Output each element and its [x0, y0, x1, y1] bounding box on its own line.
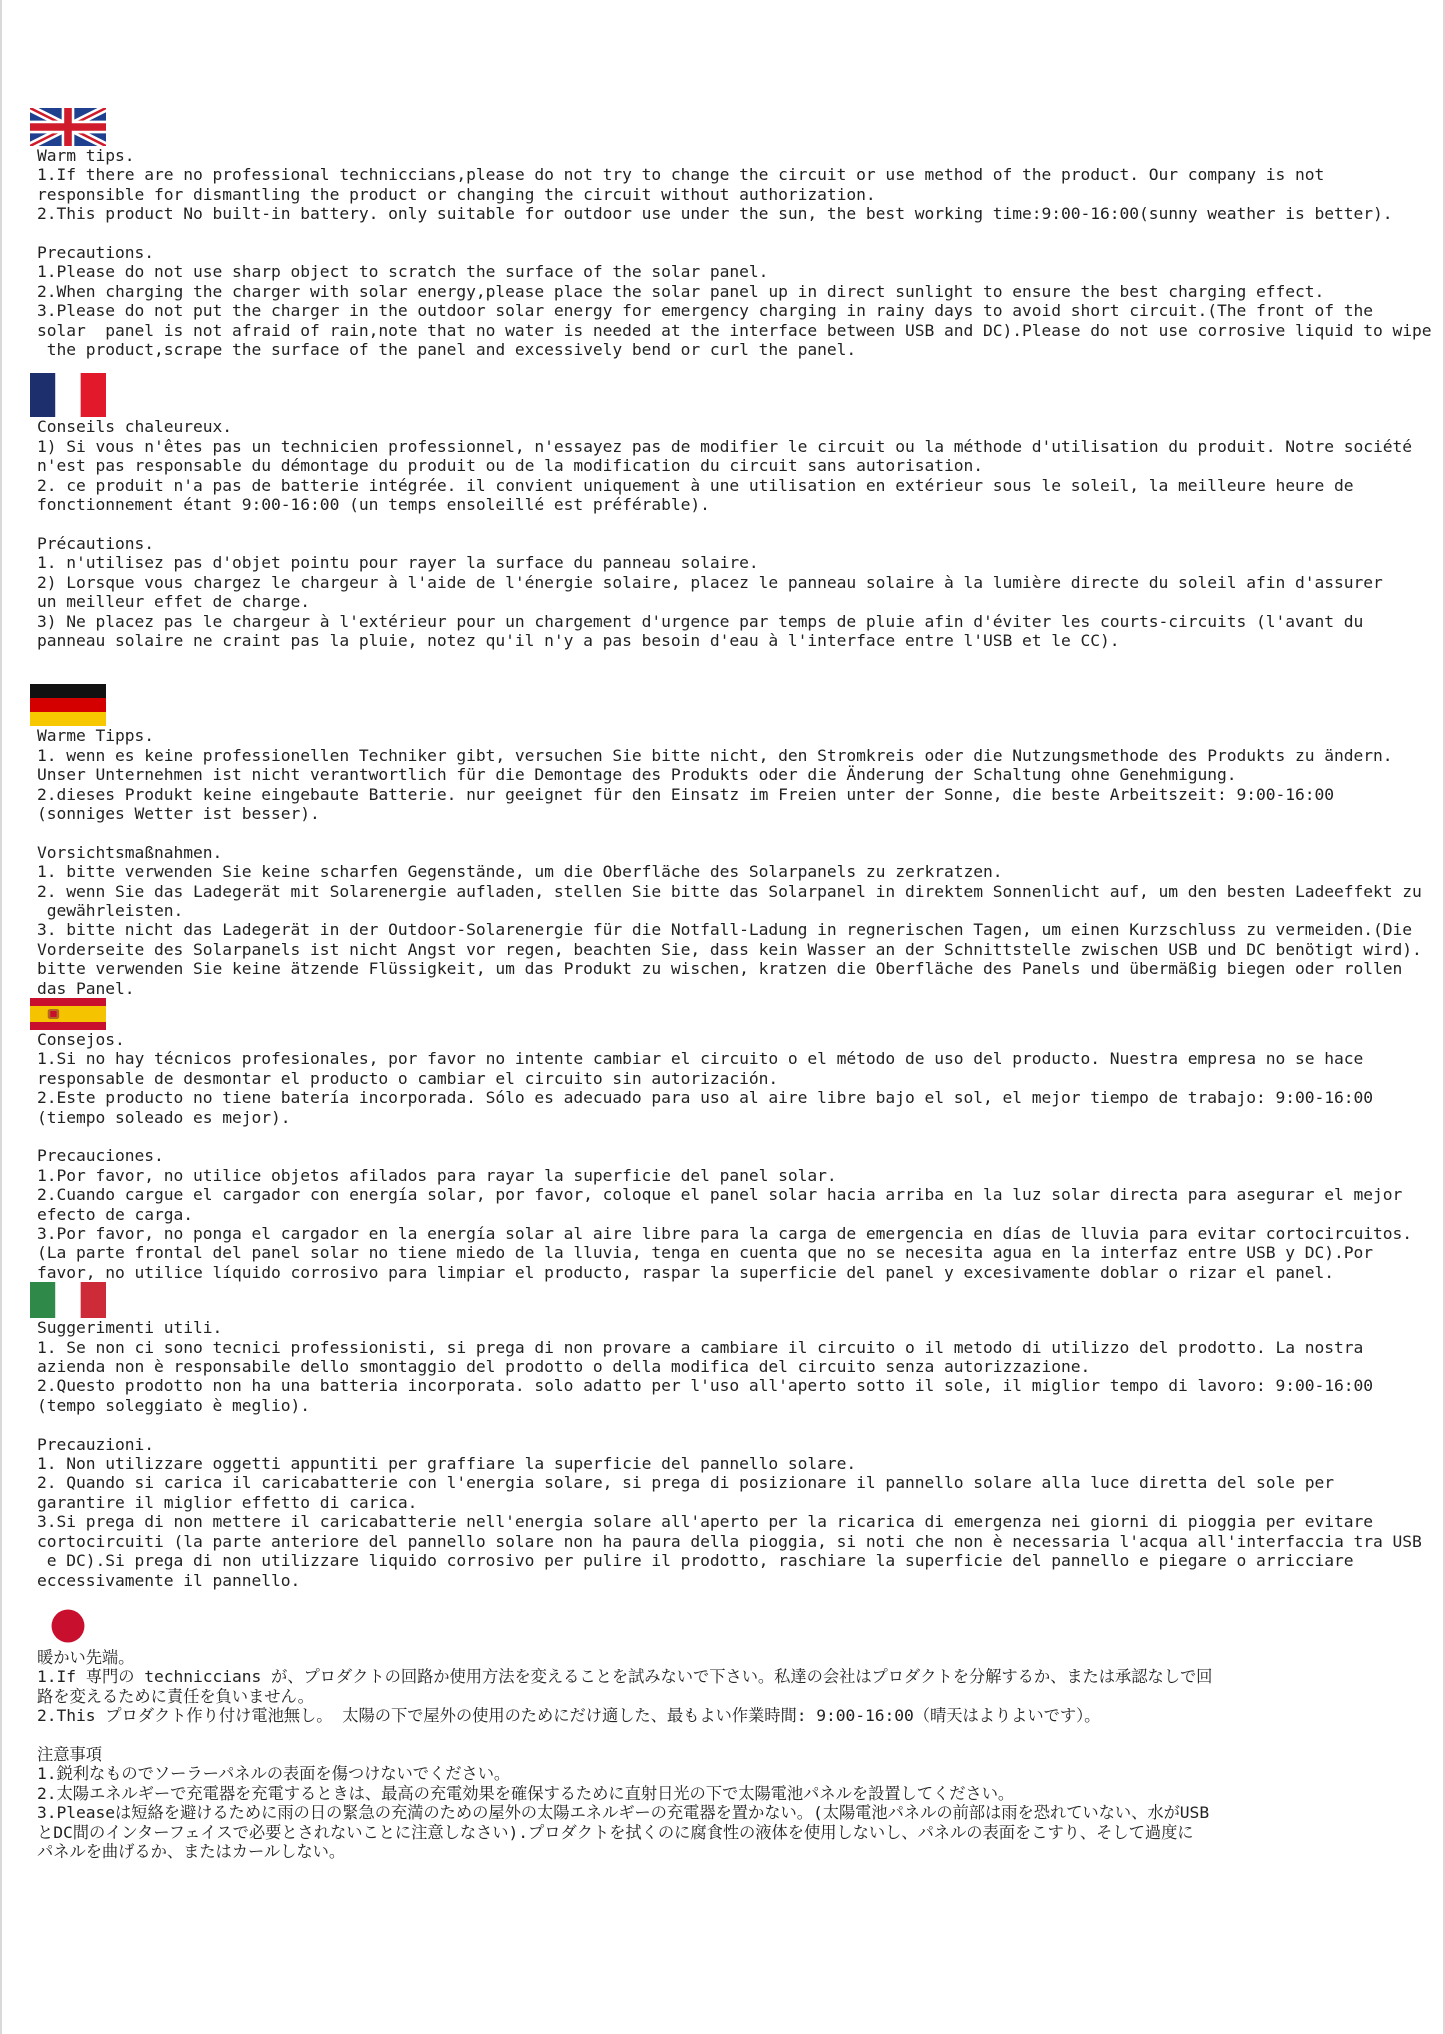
section-title: Warme Tipps. [37, 726, 155, 746]
precautions-text [37, 1454, 1422, 1590]
text-line: 1) Si vous n'êtes pas un technicien professionnel, n'essayez pas de modifier le circuit ou la méthode d'utilisation du produit. Notre société [37, 436, 1413, 456]
text-line: 2. wenn Sie das Ladegerät mit Solarenergie aufladen, stellen Sie bitte das Solarpanel in direktem Sonnenlicht auf, um den besten Ladeeffekt zu [37, 881, 1422, 901]
precautions-title: 注意事項 [37, 1744, 102, 1764]
instruction-document [37, 108, 1432, 1861]
text-line: responsable de desmontar el producto o cambiar el circuito sin autorización. [37, 1068, 779, 1088]
text-line: Vorderseite des Solarpanels ist nicht Angst vor regen, beachten Sie, dass kein Wasser an der Schnittstelle zwischen USB und DC benötigt wird). [37, 939, 1422, 959]
section-title: Warm tips. [37, 146, 135, 165]
text-line: 路を変えるために責任を負いません。 [37, 1686, 314, 1706]
section-title: 暖かい先端。 [37, 1647, 135, 1667]
text-line: 2.This product No built-in battery. only suitable for outdoor use under the sun, the best working time:9:00-16:00(sunny weather is better). [37, 204, 1393, 224]
germany-flag-icon [30, 684, 106, 726]
tips-text [37, 1049, 1417, 1127]
text-line: Unser Unternehmen ist nicht verantwortlich für die Demontage des Produkts oder die Änderung der Schaltung ohne Genehmigung. [37, 765, 1237, 785]
section-japanese [37, 1604, 1417, 1861]
text-line: 1. wenn es keine professionellen Techniker gibt, versuchen Sie bitte nicht, den Stromkreis oder die Nutzungsmethode des Produkts zu ändern. [37, 745, 1393, 765]
text-line: パネルを曲げるか、またはカールしない。 [37, 1841, 346, 1861]
precautions-title: Vorsichtsmaßnahmen. [37, 842, 223, 862]
tips-text [37, 746, 1417, 824]
text-line: panneau solaire ne craint pas la pluie, notez qu'il n'y a pas besoin d'eau à l'interface entre l'USB et le CC). [37, 630, 1120, 650]
text-line: the product,scrape the surface of the panel and excessively bend or curl the panel. [37, 340, 857, 360]
text-line: 2.Este producto no tiene batería incorporada. Sólo es adecuado para uso al aire libre bajo el sol, el mejor tiempo de trabajo: 9:00-16:00 [37, 1088, 1374, 1108]
text-line: 1.If 専門の techniccians が、プロダクトの回路か使用方法を変えることを試みないで下さい。私達の会社はプロダクトを分解するか、または承認なしで回 [37, 1667, 1213, 1687]
text-line: 1.Si no hay técnicos profesionales, por favor no intente cambiar el circuito o el método de uso del producto. Nuestra empresa no se hace [37, 1049, 1364, 1069]
text-line: das Panel. [37, 978, 135, 998]
text-line: 2.This プロダクト作り付け電池無し。 太陽の下で屋外の使用のためにだけ適した、最もよい作業時間: 9:00-16:00（晴天はよりよいです）。 [37, 1706, 1101, 1726]
section-italian [37, 1282, 1422, 1590]
japan-flag-icon [30, 1604, 106, 1648]
text-line: 2.太陽エネルギーで充電器を充電するときは、最高の充電効果を確保するために直射日光の下で太陽電池パネルを設置してください。 [37, 1783, 1015, 1803]
precautions-title: Precauciones. [37, 1146, 164, 1166]
text-line: (La parte frontal del panel solar no tiene miedo de la lluvia, tenga en cuenta que no se necesita agua en la interfaz entre USB y DC).Por [37, 1243, 1374, 1263]
text-line: un meilleur effet de charge. [37, 592, 311, 612]
precautions-text [37, 1166, 1417, 1282]
tips-text [37, 165, 1417, 223]
section-spanish [37, 998, 1417, 1282]
text-line: 1.If there are no professional techniccians,please do not try to change the circuit or use method of the product. Our company is not [37, 165, 1325, 185]
text-line: responsible for dismantling the product or changing the circuit without authorization. [37, 184, 876, 204]
text-line: 1. Se non ci sono tecnici professionisti, si prega di non provare a cambiare il circuito o il metodo di utilizzo del prodotto. La nostra [37, 1337, 1364, 1357]
italy-flag-icon [30, 1282, 106, 1318]
text-line: 2. Quando si carica il caricabatterie con l'energia solare, si prega di posizionare il pannello solare alla luce diretta del sole per [37, 1473, 1335, 1493]
text-line: 1.鋭利なものでソーラーパネルの表面を傷つけないでください。 [37, 1764, 511, 1784]
text-line: garantire il miglior effetto di carica. [37, 1492, 418, 1512]
text-line: n'est pas responsable du démontage du produit ou de la modification du circuit sans autorisation. [37, 456, 983, 476]
text-line: fonctionnement étant 9:00-16:00 (un temps ensoleillé est préférable). [37, 495, 710, 515]
text-line: bitte verwenden Sie keine ätzende Flüssigkeit, um das Produkt zu wischen, kratzen die Oberfläche des Panels und übermäßig biegen oder rollen [37, 959, 1403, 979]
uk-flag-icon [30, 108, 106, 146]
precautions-text [37, 1764, 1417, 1861]
text-line: eccessivamente il pannello. [37, 1570, 301, 1590]
text-line: 3.Si prega di non mettere il caricabatterie nell'energia solare all'aperto per la ricarica di emergenza nei giorni di pioggia per evitare [37, 1512, 1374, 1532]
text-line: 3.Please do not put the charger in the outdoor solar energy for emergency charging in rainy days to avoid short circuit.(The front of the [37, 301, 1374, 321]
text-line: 3.Por favor, no ponga el cargador en la energía solar al aire libre para la carga de emergencia en días de lluvia para evitar cortocircuitos. [37, 1224, 1413, 1244]
section-german [37, 684, 1422, 998]
text-line: 2. ce produit n'a pas de batterie intégrée. il convient uniquement à une utilisation en extérieur sous le soleil, la meilleure heure de [37, 475, 1354, 495]
tips-text [37, 1338, 1417, 1416]
section-title: Conseils chaleureux. [37, 417, 233, 437]
page-edge-left [0, 0, 2, 2034]
text-line: 2.Questo prodotto non ha una batteria incorporata. solo adatto per l'uso all'aperto sotto il sole, il miglior tempo di lavoro: 9:00-16:00 [37, 1376, 1374, 1396]
france-flag-icon [30, 373, 106, 417]
text-line: cortocircuiti (la parte anteriore del pannello solare non ha paura della pioggia, si noti che non è necessaria l'acqua all'interfaccia tra USB [37, 1531, 1422, 1551]
text-line: (sonniges Wetter ist besser). [37, 803, 320, 823]
text-line: 1.Please do not use sharp object to scratch the surface of the solar panel. [37, 262, 769, 282]
section-english [37, 108, 1432, 360]
text-line: 3.Pleaseは短絡を避けるために雨の日の緊急の充満のための屋外の太陽エネルギーの充電器を置かない。(太陽電池パネルの前部は雨を恐れていない、水がUSB [37, 1803, 1210, 1823]
precautions-title: Précautions. [37, 533, 155, 553]
text-line: (tiempo soleado es mejor). [37, 1107, 291, 1127]
text-line: 3) Ne placez pas le chargeur à l'extérieur pour un chargement d'urgence par temps de pluie afin d'éviter les courts-circuits (l'avant du [37, 611, 1364, 631]
spain-flag-icon [30, 998, 106, 1030]
precautions-text [37, 862, 1422, 998]
text-line: (tempo soleggiato è meglio). [37, 1395, 311, 1415]
section-title: Suggerimenti utili. [37, 1318, 223, 1338]
text-line: 1. Non utilizzare oggetti appuntiti per graffiare la superficie del pannello solare. [37, 1454, 857, 1474]
precautions-title: Precauzioni. [37, 1434, 155, 1454]
tips-text [37, 437, 1417, 515]
text-line: favor, no utilice líquido corrosivo para limpiar el producto, raspar la superficie del panel y excesivamente doblar o rizar el panel. [37, 1262, 1335, 1282]
section-title: Consejos. [37, 1029, 125, 1049]
precautions-text [37, 262, 1432, 360]
tips-text [37, 1667, 1417, 1725]
text-line: azienda non è responsabile dello smontaggio del prodotto o della modifica del circuito senza autorizzazione. [37, 1357, 1091, 1377]
text-line: efecto de carga. [37, 1204, 194, 1224]
text-line: 1. bitte verwenden Sie keine scharfen Gegenstände, um die Oberfläche des Solarpanels zu zerkratzen. [37, 862, 1003, 882]
text-line: e DC).Si prega di non utilizzare liquido corrosivo per pulire il prodotto, raschiare la superficie del pannello e piegare o arricciare [37, 1551, 1354, 1571]
precautions-title: Precautions. [37, 243, 155, 263]
text-line: 1.Por favor, no utilice objetos afilados para rayar la superficie del panel solar. [37, 1165, 837, 1185]
text-line: 2) Lorsque vous chargez le chargeur à l'aide de l'énergie solaire, placez le panneau solaire à la lumière directe du soleil afin d'assurer [37, 572, 1383, 592]
text-line: 1. n'utilisez pas d'objet pointu pour rayer la surface du panneau solaire. [37, 553, 759, 573]
text-line: gewährleisten. [37, 900, 184, 920]
text-line: 2.When charging the charger with solar energy,please place the solar panel up in direct sunlight to ensure the best charging effect. [37, 281, 1325, 301]
precautions-text [37, 553, 1417, 650]
text-line: とDC間のインターフェイスで必要とされないことに注意しなさい).プロダクトを拭くのに腐食性の液体を使用しないし、パネルの表面をこすり、そして過度に [37, 1822, 1194, 1842]
section-french [37, 373, 1417, 650]
text-line: 3. bitte nicht das Ladegerät in der Outdoor-Solarenergie für die Notfall-Ladung in regnerischen Tagen, um einen Kurzschluss zu vermeiden.(Die [37, 920, 1413, 940]
text-line: 2.dieses Produkt keine eingebaute Batterie. nur geeignet für den Einsatz im Freien unter der Sonne, die beste Arbeitszeit: 9:00-16:00 [37, 784, 1335, 804]
text-line: solar panel is not afraid of rain,note that no water is needed at the interface between USB and DC).Please do not use corrosive liquid to wipe [37, 320, 1432, 340]
text-line: 2.Cuando cargue el cargador con energía solar, por favor, coloque el panel solar hacia arriba en la luz solar directa para asegurar el mejor [37, 1185, 1403, 1205]
